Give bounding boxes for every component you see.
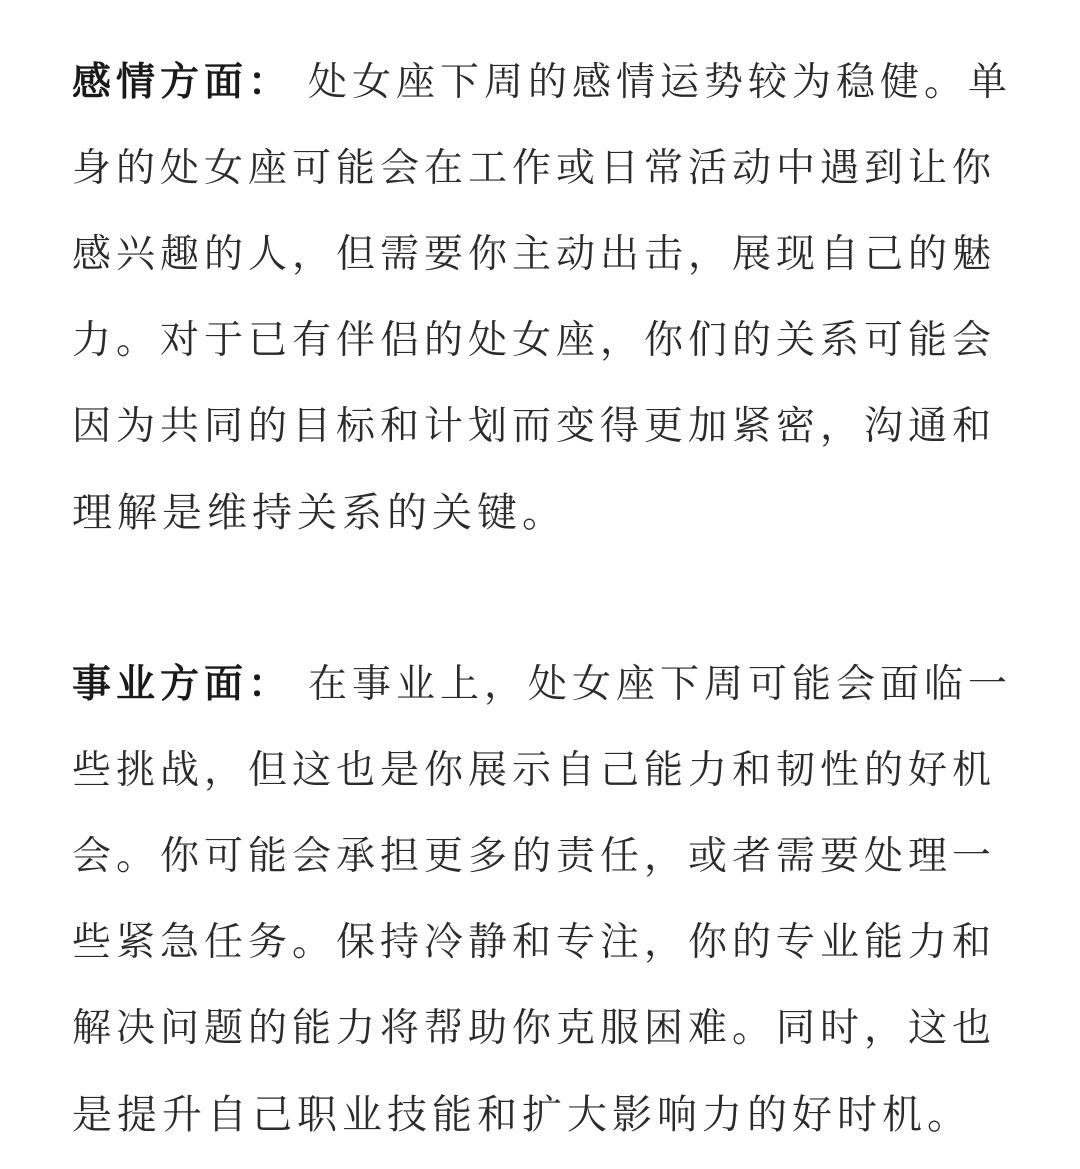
text-line: 因为共同的目标和计划而变得更加紧密，沟通和	[72, 404, 997, 449]
text-line: 会。你可能会承担更多的责任，或者需要处理一	[72, 834, 997, 879]
section-heading: 感情方面：	[72, 60, 293, 105]
text-line: 理解是维持关系的关键。	[72, 490, 567, 536]
paragraph-text: 在事业上，处女座下周可能会面临一	[307, 662, 1012, 707]
paragraph-text: 处女座下周的感情运势较为稳健。单	[307, 60, 1012, 105]
text-line: 些紧急任务。保持冷静和专注，你的专业能力和	[72, 920, 997, 965]
text-line: 些挑战，但这也是你展示自己能力和韧性的好机	[72, 748, 997, 793]
section-spacer	[72, 556, 1012, 642]
text-line: 力。对于已有伴侣的处女座，你们的关系可能会	[72, 318, 997, 363]
section-emotion	[72, 40, 1012, 556]
section-career	[72, 642, 1012, 1158]
text-line: 身的处女座可能会在工作或日常活动中遇到让你	[72, 146, 997, 191]
text-line	[72, 40, 1012, 126]
text-line: 感兴趣的人，但需要你主动出击，展现自己的魅	[72, 232, 997, 277]
article	[72, 40, 1012, 1158]
text-line: 解决问题的能力将帮助你克服困难。同时，这也	[72, 1006, 997, 1051]
section-heading: 事业方面：	[72, 662, 293, 707]
text-line: 是提升自己职业技能和扩大影响力的好时机。	[72, 1092, 972, 1138]
text-line	[72, 642, 1012, 728]
